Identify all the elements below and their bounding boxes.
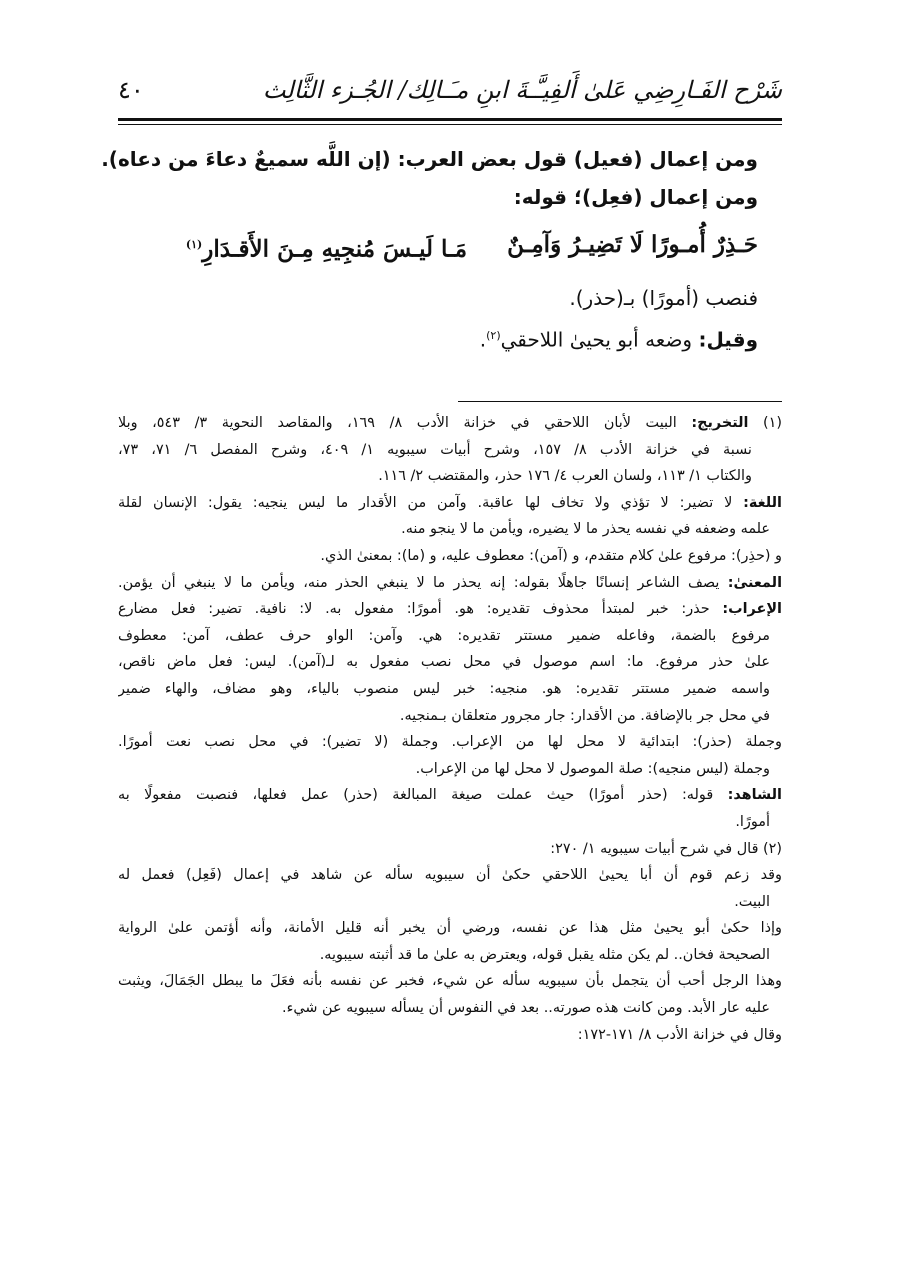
main-text — [101, 140, 782, 358]
main-line-3: فنصب (أمورًا) بـ(حذر). — [569, 285, 758, 310]
footnote-line: (٢) قال في شرح أبيات سيبويه ١/ ٢٧٠: — [550, 840, 782, 857]
header-rule-thick — [118, 118, 782, 121]
footnote-line: مرفوع بالضمة، وفاعله ضمير مستتر تقديره: هي. وآمن: الواو حرف عطف، آمن: معطوف — [118, 627, 770, 644]
footnote-marker-1: (١) — [185, 238, 203, 251]
footnote-line: وقد زعم قوم أن أبا يحيىٰ اللاحقي حكىٰ أن سيبويه سأله عن شاهد في إعمال (فَعِل) فعمل له — [118, 867, 782, 884]
footnote-marker-2: (٢) — [486, 328, 501, 342]
page-header — [118, 70, 782, 116]
main-line-4-label: وقيل: — [698, 327, 758, 352]
footnote-line: علىٰ حذر مرفوع. ما: اسم موصول في محل نصب مفعول به لـ(آمن). ليس: فعل ماض ناقص، — [118, 654, 770, 671]
footnote-line: الصحيحة فخان.. لم يكن مثله يقبل قوله، ويعترض به علىٰ ما قد أثبته سيبويه. — [319, 946, 770, 963]
main-line-4-end: . — [479, 327, 487, 352]
footnote-line: أمورًا. — [735, 813, 770, 830]
footnote-line: والكتاب ١/ ١١٣، ولسان العرب ٤/ ١٧٦ حذر، والمقتضب ٢/ ١١٦. — [378, 468, 752, 485]
footnote-line: وجملة (حذر): ابتدائية لا محل لها من الإعراب. وجملة (لا تضير): في محل نصب نعت أمورًا. — [118, 734, 782, 751]
verse-hemistich-1: حَـذِرٌ أُمـورًا لَا تَضِيـرُ وَآمِـنٌ — [507, 231, 758, 258]
main-line-4 — [118, 317, 782, 359]
footnotes — [118, 410, 782, 1048]
main-line-4-text: وضعه أبو يحيىٰ اللاحقي — [500, 327, 693, 352]
footnote-line: اللغة: لا تضير: لا تؤذي ولا تخاف لها عاقبة. وآمن من الأقدار ما ليس ينجيه: يقول: الإنسان لقلة — [118, 494, 782, 511]
running-title: شَرْح الفَـارِضِي عَلىٰ أَلفِيـَّـةَ ابنِ مـَـالِك/ الجُـزء الثَّالِث — [262, 76, 782, 104]
footnote-line: البيت. — [734, 893, 770, 910]
footnote-label: الإعراب: — [722, 601, 782, 618]
footnote-line: في محل جر بالإضافة. من الأقدار: جار مجرور متعلقان بـمنجيه. — [399, 707, 770, 724]
footnote-label: الشاهد: — [727, 787, 782, 804]
main-line-2: ومن إعمال (فعِل)؛ قوله: — [513, 185, 758, 209]
footnote-line: علمه وضعفه في نفسه يحذر ما لا يضيره، ويأمن ما لا ينجو منه. — [401, 521, 770, 538]
footnote-line: الشاهد: قوله: (حذر أمورًا) حيث عملت صيغة المبالغة (حذر) عمل فعلها، فنصبت مفعولًا به — [118, 787, 782, 804]
footnote-line: وإذا حكىٰ أبو يحيىٰ مثل هذا عن نفسه، ورضي أن يخبر أنه قليل الأمانة، وأنه أؤتمن علىٰ الرواية — [118, 920, 782, 937]
footnote-line: عليه عار الأبد. ومن كانت هذه صورته.. بعد في النفوس أن يسأله سيبويه عن شيء. — [282, 1000, 770, 1017]
poetry-verse — [118, 216, 782, 279]
footnote-line: واسمه ضمير مستتر تقديره: هو. منجيه: خبر ليس منصوب بالياء، وهو مضاف، والهاء ضمير — [118, 680, 770, 697]
footnote-line: (١) التخريج: البيت لأبان اللاحقي في خزانة الأدب ٨/ ١٦٩، والمقاصد النحوية ٣/ ٥٤٣، وبلا — [118, 415, 782, 431]
page-number: ٤٠ — [118, 76, 144, 104]
verse-hemistich-2: مَـا لَيـسَ مُنجِيهِ مِـنَ الأَقـدَارِ — [202, 235, 468, 263]
header-rule-thin — [118, 124, 782, 125]
main-line-1: ومن إعمال (فعيل) قول بعض العرب: (إن اللَّه سميعٌ دعاءَ من دعاه). — [101, 147, 758, 171]
footnote-line: الإعراب: حذر: خبر لمبتدأ محذوف تقديره: هو. أمورًا: مفعول به. لا: نافية. تضير: فعل مضارع — [118, 601, 782, 618]
footnote-line: و (حذِر): مرفوع علىٰ كلام متقدم، و (آمن): معطوف عليه، و (ما): بمعنىٰ الذي. — [320, 547, 782, 564]
footnote-label: المعنىٰ: — [727, 574, 782, 591]
footnote-line: وقال في خزانة الأدب ٨/ ١٧١-١٧٢: — [577, 1026, 782, 1043]
footnote-line: وجملة (ليس منجيه): صلة الموصول لا محل لها من الإعراب. — [415, 760, 770, 777]
verse-hemistich-2-wrap — [186, 216, 467, 279]
footnote-label: اللغة: — [743, 494, 782, 511]
footnote-line: المعنىٰ: يصف الشاعر إنسانًا جاهلًا بقوله: إنه يحذر ما لا ينبغي الحذر منه، ويأمن ما لا ينبغي أن يؤمن. — [118, 574, 782, 591]
footnote-line: نسبة في خزانة الأدب ٨/ ١٥٧، وشرح أبيات سيبويه ١/ ٤٠٩، وشرح المفصل ٦/ ٧١، ٧٣، — [118, 441, 752, 458]
footnote-line: وهذا الرجل أحب أن يتجمل بأن سيبويه سأله عن شيء، فخبر عن نفسه بأنه فعَلَ ما يبطل الجَمَالَ، ويثبت — [118, 973, 782, 990]
footnote-label: التخريج: — [691, 415, 749, 431]
footnote-separator — [458, 401, 782, 402]
